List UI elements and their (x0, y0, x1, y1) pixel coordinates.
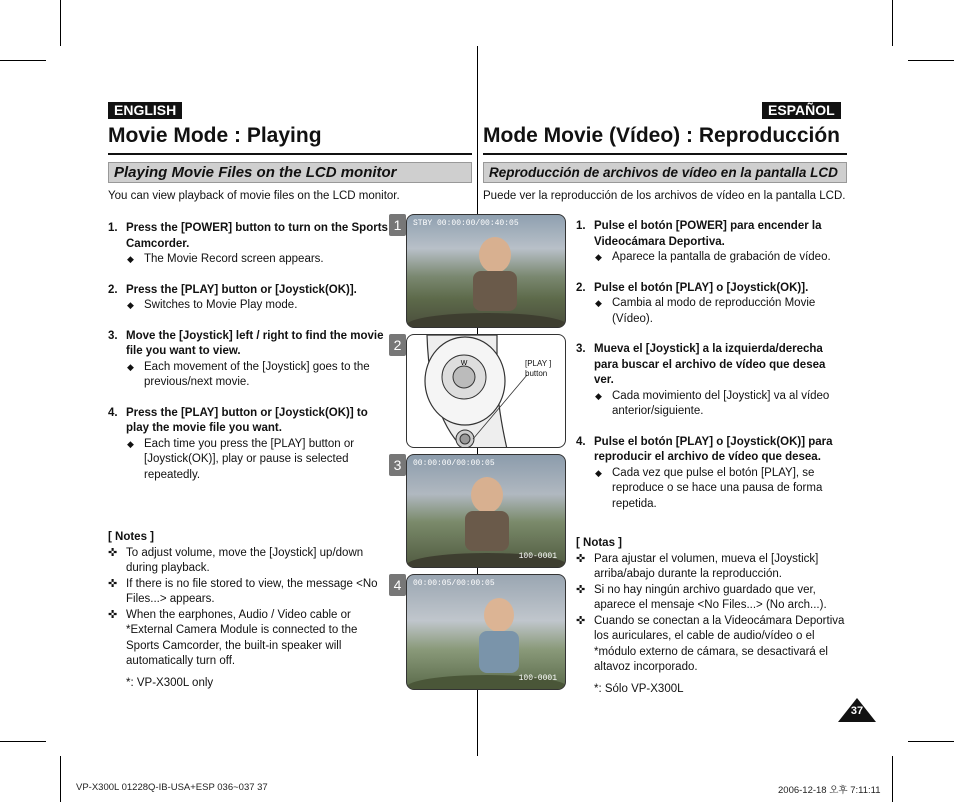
play-button-label: [PLAY ] button (525, 359, 552, 378)
step-bullet: ◆ Cada vez que pulse el botón [PLAY], se reproduce o se hace una pausa de forma repetida. (594, 466, 848, 513)
step-bullet: ◆ Each time you press the [PLAY] button or [Joystick(OK)], play or pause is selected repeatedly. (126, 437, 390, 484)
lcd-screen-1 (406, 214, 566, 328)
crop-mark (60, 756, 61, 802)
joystick-illustration (407, 335, 566, 448)
footer-left: VP-X300L 01228Q-IB-USA+ESP 036~037 37 (76, 782, 268, 793)
spanish-label: ESPAÑOL (762, 102, 841, 119)
figure-badge: 4 (389, 574, 406, 596)
crop-mark (0, 741, 46, 742)
lcd-screen-4 (406, 574, 566, 690)
step-heading: Pulse el botón [PLAY] o [Joystick(OK)]. (594, 281, 809, 294)
child-photo (407, 575, 566, 690)
english-notes (108, 530, 378, 691)
crop-mark (0, 60, 46, 61)
osd-bar: 00:00:00/00:00:05 (413, 459, 495, 468)
footer-right: 2006-12-18 오후 7:11:11 (778, 785, 881, 796)
english-title: Movie Mode : Playing (108, 124, 322, 147)
figure-badge: 3 (389, 454, 406, 476)
crop-mark (60, 0, 61, 46)
english-label: ENGLISH (108, 102, 182, 119)
note-item: ✜ When the earphones, Audio / Video cable or *External Camera Module is connected to the Sports Camcorder, the built-in speaker will automatically turn off. (108, 608, 378, 670)
step-item (108, 221, 390, 268)
step-item (576, 435, 848, 513)
camcorder-diagram (406, 334, 566, 448)
step-number: 1. (576, 220, 586, 232)
step-number: 3. (576, 343, 586, 355)
step-bullet: ◆ Aparece la pantalla de grabación de vídeo. (594, 250, 848, 266)
step-heading: Press the [POWER] button to turn on the Sports Camcorder. (126, 222, 388, 250)
step-number: 4. (576, 435, 586, 448)
step-item (576, 281, 848, 328)
english-steps (108, 221, 390, 498)
note-item: ✜ To adjust volume, move the [Joystick] up/down during playback. (108, 546, 378, 577)
figure-badge: 1 (389, 214, 406, 236)
step-number: 4. (108, 406, 118, 419)
step-heading: Pulse el botón [PLAY] o [Joystick(OK)] para reproducir el archivo de vídeo que desea. (594, 435, 833, 463)
step-item (576, 219, 848, 266)
spanish-title-rule (483, 153, 847, 155)
english-title-rule (108, 153, 472, 155)
spanish-steps (576, 219, 848, 527)
osd-bar: STBY 00:00:00/00:40:05 (413, 219, 519, 228)
step-number: 2. (576, 281, 586, 294)
crop-mark (892, 0, 893, 46)
osd-bar: 00:00:05/00:00:05 (413, 579, 495, 588)
spanish-intro: Puede ver la reproducción de los archivos de vídeo en la pantalla LCD. (483, 190, 846, 202)
step-bullet: ◆ Cada movimiento del [Joystick] va al vídeo anterior/siguiente. (594, 389, 848, 420)
english-intro: You can view playback of movie files on the LCD monitor. (108, 190, 400, 202)
crop-mark (892, 756, 893, 802)
note-item: ✜ Si no hay ningún archivo guardado que ver, aparece el mensaje <No Files...> (No arch...). (576, 583, 848, 614)
figure-badge: 2 (389, 334, 406, 356)
page-number: 37 (850, 705, 864, 717)
note-item: ✜ If there is no file stored to view, the message <No Files...> appears. (108, 577, 378, 608)
step-item (108, 283, 390, 314)
footnote: *: VP-X300L only (126, 676, 214, 689)
note-item: ✜ Para ajustar el volumen, mueva el [Joystick] arriba/abajo durante la reproducción. (576, 552, 848, 583)
crop-mark (908, 60, 954, 61)
footnote: *: Sólo VP-X300L (594, 682, 684, 695)
step-number: 2. (108, 283, 118, 296)
spanish-notes (576, 536, 848, 697)
notes-title: [ Notas ] (576, 537, 622, 549)
child-photo (407, 215, 566, 328)
step-heading: Mueva el [Joystick] a la izquierda/derecha para buscar el archivo de vídeo que desea ver. (594, 343, 826, 386)
lcd-screen-3 (406, 454, 566, 568)
file-counter: 100-0001 (518, 552, 557, 561)
step-bullet: ◆ Each movement of the [Joystick] goes to the previous/next movie. (126, 360, 390, 391)
step-bullet: ◆ Cambia al modo de reproducción Movie (Vídeo). (594, 296, 848, 327)
step-heading: Press the [PLAY] button or [Joystick(OK)] to play the movie file you want. (126, 406, 368, 434)
step-heading: Press the [PLAY] button or [Joystick(OK)]. (126, 283, 357, 296)
svg-text:W: W (460, 360, 468, 367)
step-bullet: ◆ Switches to Movie Play mode. (126, 298, 390, 314)
note-item: ✜ Cuando se conectan a la Videocámara Deportiva los auriculares, el cable de audio/vídeo o el *módulo externo de cámara, se desactivará el altavoz incorporado. (576, 614, 848, 676)
notes-title: [ Notes ] (108, 531, 154, 543)
step-item (108, 329, 390, 391)
crop-mark (908, 741, 954, 742)
file-counter: 100-0001 (518, 674, 557, 683)
step-number: 3. (108, 329, 118, 342)
english-subtitle: Playing Movie Files on the LCD monitor (108, 162, 472, 183)
spanish-title: Mode Movie (Vídeo) : Reproducción (483, 124, 841, 147)
spanish-subtitle: Reproducción de archivos de vídeo en la pantalla LCD (483, 162, 847, 183)
step-number: 1. (108, 222, 118, 234)
step-bullet: ◆ The Movie Record screen appears. (126, 252, 390, 268)
step-heading: Move the [Joystick] left / right to find the movie file you want to view. (126, 329, 384, 357)
step-item (108, 406, 390, 484)
step-heading: Pulse el botón [POWER] para encender la Videocámara Deportiva. (594, 220, 822, 248)
step-item (576, 342, 848, 420)
